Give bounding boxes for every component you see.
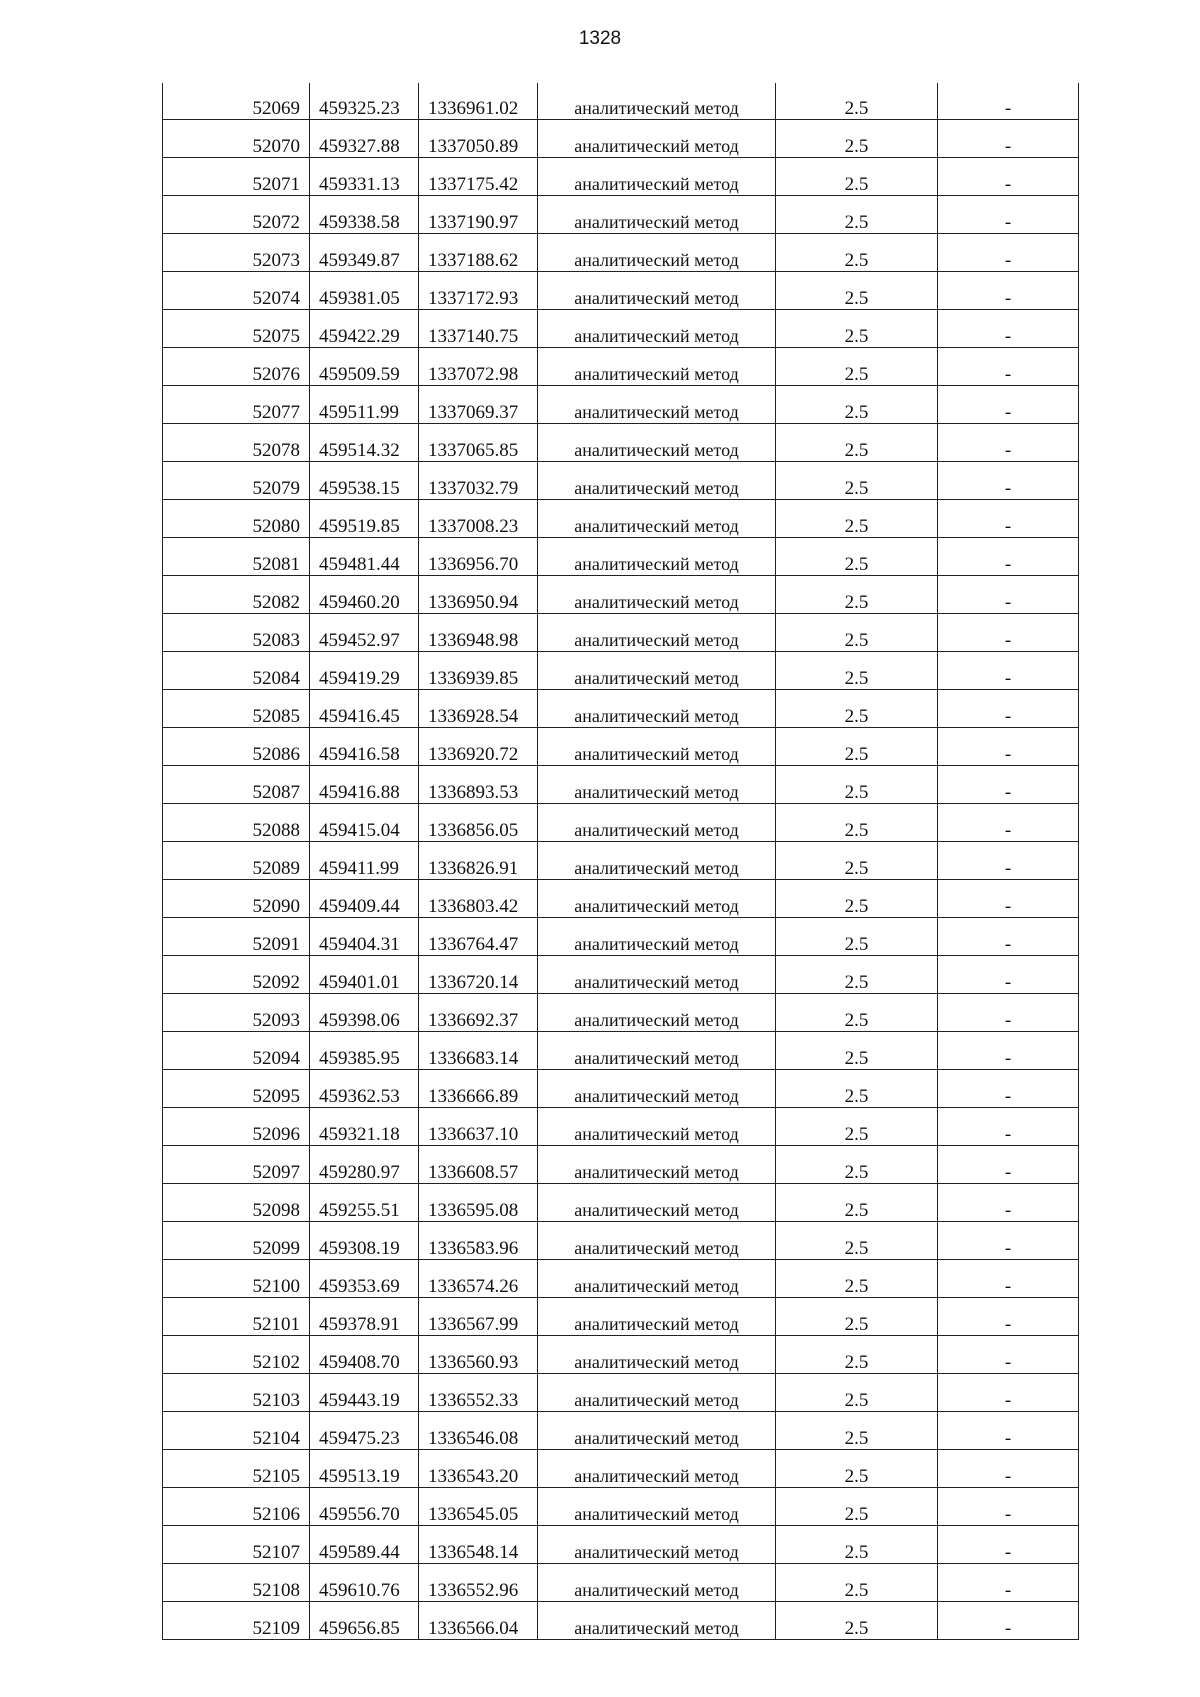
accuracy-cell: 2.5 (776, 1070, 938, 1108)
accuracy-cell: 2.5 (776, 880, 938, 918)
y-coordinate-cell: 1336666.89 (419, 1070, 538, 1108)
method-cell: аналитический метод (538, 842, 776, 880)
note-cell: - (938, 120, 1079, 158)
y-coordinate-cell: 1336856.05 (419, 804, 538, 842)
point-number-cell: 52079 (163, 462, 310, 500)
accuracy-cell: 2.5 (776, 1602, 938, 1640)
table-row (163, 880, 1079, 918)
note-cell: - (938, 538, 1079, 576)
x-coordinate-cell: 459419.29 (310, 652, 419, 690)
method-cell: аналитический метод (538, 652, 776, 690)
method-cell: аналитический метод (538, 1374, 776, 1412)
accuracy-cell: 2.5 (776, 1032, 938, 1070)
y-coordinate-cell: 1336692.37 (419, 994, 538, 1032)
y-coordinate-cell: 1336543.20 (419, 1450, 538, 1488)
accuracy-cell: 2.5 (776, 83, 938, 120)
accuracy-cell: 2.5 (776, 1374, 938, 1412)
method-cell: аналитический метод (538, 462, 776, 500)
accuracy-cell: 2.5 (776, 1336, 938, 1374)
x-coordinate-cell: 459538.15 (310, 462, 419, 500)
x-coordinate-cell: 459519.85 (310, 500, 419, 538)
accuracy-cell: 2.5 (776, 1488, 938, 1526)
note-cell: - (938, 1222, 1079, 1260)
table-row (163, 1298, 1079, 1336)
note-cell: - (938, 842, 1079, 880)
note-cell: - (938, 386, 1079, 424)
x-coordinate-cell: 459327.88 (310, 120, 419, 158)
accuracy-cell: 2.5 (776, 1412, 938, 1450)
point-number-cell: 52071 (163, 158, 310, 196)
accuracy-cell: 2.5 (776, 462, 938, 500)
y-coordinate-cell: 1337050.89 (419, 120, 538, 158)
method-cell: аналитический метод (538, 804, 776, 842)
x-coordinate-cell: 459381.05 (310, 272, 419, 310)
method-cell: аналитический метод (538, 1488, 776, 1526)
x-coordinate-cell: 459338.58 (310, 196, 419, 234)
accuracy-cell: 2.5 (776, 1564, 938, 1602)
note-cell: - (938, 1184, 1079, 1222)
x-coordinate-cell: 459411.99 (310, 842, 419, 880)
y-coordinate-cell: 1336637.10 (419, 1108, 538, 1146)
note-cell: - (938, 348, 1079, 386)
note-cell: - (938, 1146, 1079, 1184)
method-cell: аналитический метод (538, 1336, 776, 1374)
x-coordinate-cell: 459513.19 (310, 1450, 419, 1488)
point-number-cell: 52082 (163, 576, 310, 614)
method-cell: аналитический метод (538, 1450, 776, 1488)
note-cell: - (938, 1450, 1079, 1488)
y-coordinate-cell: 1337140.75 (419, 310, 538, 348)
point-number-cell: 52093 (163, 994, 310, 1032)
y-coordinate-cell: 1336567.99 (419, 1298, 538, 1336)
y-coordinate-cell: 1336574.26 (419, 1260, 538, 1298)
table-row (163, 386, 1079, 424)
point-number-cell: 52072 (163, 196, 310, 234)
point-number-cell: 52108 (163, 1564, 310, 1602)
x-coordinate-cell: 459460.20 (310, 576, 419, 614)
table-row (163, 424, 1079, 462)
y-coordinate-cell: 1336560.93 (419, 1336, 538, 1374)
point-number-cell: 52097 (163, 1146, 310, 1184)
table-row (163, 1222, 1079, 1260)
point-number-cell: 52098 (163, 1184, 310, 1222)
y-coordinate-cell: 1336583.96 (419, 1222, 538, 1260)
accuracy-cell: 2.5 (776, 956, 938, 994)
method-cell: аналитический метод (538, 1260, 776, 1298)
y-coordinate-cell: 1336893.53 (419, 766, 538, 804)
accuracy-cell: 2.5 (776, 614, 938, 652)
table-row (163, 310, 1079, 348)
note-cell: - (938, 310, 1079, 348)
table-row (163, 272, 1079, 310)
accuracy-cell: 2.5 (776, 766, 938, 804)
x-coordinate-cell: 459409.44 (310, 880, 419, 918)
table-row (163, 804, 1079, 842)
x-coordinate-cell: 459416.45 (310, 690, 419, 728)
method-cell: аналитический метод (538, 348, 776, 386)
table-row (163, 1450, 1079, 1488)
accuracy-cell: 2.5 (776, 234, 938, 272)
point-number-cell: 52105 (163, 1450, 310, 1488)
accuracy-cell: 2.5 (776, 310, 938, 348)
table-row (163, 956, 1079, 994)
y-coordinate-cell: 1336595.08 (419, 1184, 538, 1222)
point-number-cell: 52081 (163, 538, 310, 576)
point-number-cell: 52091 (163, 918, 310, 956)
accuracy-cell: 2.5 (776, 994, 938, 1032)
y-coordinate-cell: 1336948.98 (419, 614, 538, 652)
y-coordinate-cell: 1336548.14 (419, 1526, 538, 1564)
accuracy-cell: 2.5 (776, 1526, 938, 1564)
accuracy-cell: 2.5 (776, 690, 938, 728)
note-cell: - (938, 462, 1079, 500)
table-row (163, 1108, 1079, 1146)
accuracy-cell: 2.5 (776, 576, 938, 614)
method-cell: аналитический метод (538, 956, 776, 994)
note-cell: - (938, 652, 1079, 690)
table-row (163, 538, 1079, 576)
y-coordinate-cell: 1337175.42 (419, 158, 538, 196)
table-row (163, 994, 1079, 1032)
method-cell: аналитический метод (538, 614, 776, 652)
accuracy-cell: 2.5 (776, 500, 938, 538)
x-coordinate-cell: 459511.99 (310, 386, 419, 424)
x-coordinate-cell: 459416.88 (310, 766, 419, 804)
method-cell: аналитический метод (538, 766, 776, 804)
y-coordinate-cell: 1336961.02 (419, 83, 538, 120)
x-coordinate-cell: 459385.95 (310, 1032, 419, 1070)
y-coordinate-cell: 1336764.47 (419, 918, 538, 956)
x-coordinate-cell: 459398.06 (310, 994, 419, 1032)
x-coordinate-cell: 459362.53 (310, 1070, 419, 1108)
point-number-cell: 52088 (163, 804, 310, 842)
coordinates-table (162, 83, 1079, 1640)
point-number-cell: 52084 (163, 652, 310, 690)
note-cell: - (938, 1564, 1079, 1602)
y-coordinate-cell: 1337072.98 (419, 348, 538, 386)
table-row (163, 1374, 1079, 1412)
table-row (163, 1412, 1079, 1450)
page-number: 1328 (578, 28, 622, 49)
point-number-cell: 52087 (163, 766, 310, 804)
method-cell: аналитический метод (538, 1184, 776, 1222)
note-cell: - (938, 424, 1079, 462)
table-row (163, 196, 1079, 234)
point-number-cell: 52106 (163, 1488, 310, 1526)
note-cell: - (938, 272, 1079, 310)
method-cell: аналитический метод (538, 918, 776, 956)
table-row (163, 842, 1079, 880)
y-coordinate-cell: 1336928.54 (419, 690, 538, 728)
table-row (163, 462, 1079, 500)
y-coordinate-cell: 1336545.05 (419, 1488, 538, 1526)
table-row (163, 918, 1079, 956)
accuracy-cell: 2.5 (776, 120, 938, 158)
y-coordinate-cell: 1337008.23 (419, 500, 538, 538)
accuracy-cell: 2.5 (776, 1260, 938, 1298)
table-row (163, 728, 1079, 766)
x-coordinate-cell: 459353.69 (310, 1260, 419, 1298)
method-cell: аналитический метод (538, 1222, 776, 1260)
method-cell: аналитический метод (538, 1526, 776, 1564)
accuracy-cell: 2.5 (776, 158, 938, 196)
point-number-cell: 52092 (163, 956, 310, 994)
table-row (163, 1260, 1079, 1298)
method-cell: аналитический метод (538, 1070, 776, 1108)
accuracy-cell: 2.5 (776, 1184, 938, 1222)
point-number-cell: 52103 (163, 1374, 310, 1412)
x-coordinate-cell: 459331.13 (310, 158, 419, 196)
table-row (163, 1526, 1079, 1564)
x-coordinate-cell: 459610.76 (310, 1564, 419, 1602)
point-number-cell: 52069 (163, 83, 310, 120)
point-number-cell: 52089 (163, 842, 310, 880)
table-row (163, 1488, 1079, 1526)
note-cell: - (938, 1526, 1079, 1564)
note-cell: - (938, 234, 1079, 272)
x-coordinate-cell: 459556.70 (310, 1488, 419, 1526)
point-number-cell: 52100 (163, 1260, 310, 1298)
point-number-cell: 52109 (163, 1602, 310, 1640)
x-coordinate-cell: 459349.87 (310, 234, 419, 272)
point-number-cell: 52102 (163, 1336, 310, 1374)
y-coordinate-cell: 1337188.62 (419, 234, 538, 272)
method-cell: аналитический метод (538, 1412, 776, 1450)
note-cell: - (938, 1336, 1079, 1374)
accuracy-cell: 2.5 (776, 196, 938, 234)
point-number-cell: 52073 (163, 234, 310, 272)
point-number-cell: 52074 (163, 272, 310, 310)
table-row (163, 120, 1079, 158)
method-cell: аналитический метод (538, 1298, 776, 1336)
method-cell: аналитический метод (538, 1108, 776, 1146)
point-number-cell: 52086 (163, 728, 310, 766)
method-cell: аналитический метод (538, 690, 776, 728)
note-cell: - (938, 576, 1079, 614)
y-coordinate-cell: 1336566.04 (419, 1602, 538, 1640)
accuracy-cell: 2.5 (776, 272, 938, 310)
y-coordinate-cell: 1336552.96 (419, 1564, 538, 1602)
accuracy-cell: 2.5 (776, 1450, 938, 1488)
x-coordinate-cell: 459325.23 (310, 83, 419, 120)
table-row (163, 766, 1079, 804)
point-number-cell: 52080 (163, 500, 310, 538)
x-coordinate-cell: 459589.44 (310, 1526, 419, 1564)
note-cell: - (938, 614, 1079, 652)
y-coordinate-cell: 1336683.14 (419, 1032, 538, 1070)
y-coordinate-cell: 1336950.94 (419, 576, 538, 614)
x-coordinate-cell: 459509.59 (310, 348, 419, 386)
y-coordinate-cell: 1336552.33 (419, 1374, 538, 1412)
method-cell: аналитический метод (538, 880, 776, 918)
point-number-cell: 52099 (163, 1222, 310, 1260)
table-row (163, 1336, 1079, 1374)
x-coordinate-cell: 459475.23 (310, 1412, 419, 1450)
accuracy-cell: 2.5 (776, 1146, 938, 1184)
accuracy-cell: 2.5 (776, 804, 938, 842)
method-cell: аналитический метод (538, 196, 776, 234)
table-row (163, 614, 1079, 652)
point-number-cell: 52101 (163, 1298, 310, 1336)
table-row (163, 1602, 1079, 1640)
note-cell: - (938, 804, 1079, 842)
note-cell: - (938, 1412, 1079, 1450)
table-row (163, 690, 1079, 728)
method-cell: аналитический метод (538, 310, 776, 348)
method-cell: аналитический метод (538, 538, 776, 576)
x-coordinate-cell: 459404.31 (310, 918, 419, 956)
note-cell: - (938, 1298, 1079, 1336)
point-number-cell: 52104 (163, 1412, 310, 1450)
note-cell: - (938, 1488, 1079, 1526)
note-cell: - (938, 196, 1079, 234)
y-coordinate-cell: 1336720.14 (419, 956, 538, 994)
table-row (163, 1184, 1079, 1222)
note-cell: - (938, 880, 1079, 918)
x-coordinate-cell: 459308.19 (310, 1222, 419, 1260)
method-cell: аналитический метод (538, 994, 776, 1032)
table-row (163, 1146, 1079, 1184)
note-cell: - (938, 1070, 1079, 1108)
x-coordinate-cell: 459416.58 (310, 728, 419, 766)
point-number-cell: 52095 (163, 1070, 310, 1108)
x-coordinate-cell: 459514.32 (310, 424, 419, 462)
table-row (163, 576, 1079, 614)
y-coordinate-cell: 1337172.93 (419, 272, 538, 310)
method-cell: аналитический метод (538, 576, 776, 614)
method-cell: аналитический метод (538, 728, 776, 766)
method-cell: аналитический метод (538, 1146, 776, 1184)
method-cell: аналитический метод (538, 120, 776, 158)
x-coordinate-cell: 459481.44 (310, 538, 419, 576)
point-number-cell: 52096 (163, 1108, 310, 1146)
y-coordinate-cell: 1337190.97 (419, 196, 538, 234)
method-cell: аналитический метод (538, 83, 776, 120)
method-cell: аналитический метод (538, 1032, 776, 1070)
x-coordinate-cell: 459443.19 (310, 1374, 419, 1412)
x-coordinate-cell: 459452.97 (310, 614, 419, 652)
accuracy-cell: 2.5 (776, 918, 938, 956)
x-coordinate-cell: 459280.97 (310, 1146, 419, 1184)
y-coordinate-cell: 1336826.91 (419, 842, 538, 880)
coordinates-table-body (163, 83, 1079, 1640)
table-row (163, 1070, 1079, 1108)
method-cell: аналитический метод (538, 386, 776, 424)
x-coordinate-cell: 459321.18 (310, 1108, 419, 1146)
point-number-cell: 52078 (163, 424, 310, 462)
accuracy-cell: 2.5 (776, 1222, 938, 1260)
point-number-cell: 52070 (163, 120, 310, 158)
point-number-cell: 52090 (163, 880, 310, 918)
point-number-cell: 52085 (163, 690, 310, 728)
y-coordinate-cell: 1336803.42 (419, 880, 538, 918)
x-coordinate-cell: 459415.04 (310, 804, 419, 842)
y-coordinate-cell: 1336956.70 (419, 538, 538, 576)
note-cell: - (938, 690, 1079, 728)
y-coordinate-cell: 1336546.08 (419, 1412, 538, 1450)
point-number-cell: 52094 (163, 1032, 310, 1070)
y-coordinate-cell: 1336920.72 (419, 728, 538, 766)
note-cell: - (938, 918, 1079, 956)
note-cell: - (938, 500, 1079, 538)
note-cell: - (938, 728, 1079, 766)
note-cell: - (938, 1108, 1079, 1146)
table-row (163, 83, 1079, 120)
method-cell: аналитический метод (538, 1602, 776, 1640)
x-coordinate-cell: 459378.91 (310, 1298, 419, 1336)
y-coordinate-cell: 1337032.79 (419, 462, 538, 500)
table-row (163, 1032, 1079, 1070)
y-coordinate-cell: 1336608.57 (419, 1146, 538, 1184)
table-row (163, 348, 1079, 386)
point-number-cell: 52075 (163, 310, 310, 348)
y-coordinate-cell: 1337069.37 (419, 386, 538, 424)
method-cell: аналитический метод (538, 424, 776, 462)
note-cell: - (938, 1374, 1079, 1412)
table-row (163, 1564, 1079, 1602)
point-number-cell: 52077 (163, 386, 310, 424)
accuracy-cell: 2.5 (776, 652, 938, 690)
note-cell: - (938, 83, 1079, 120)
note-cell: - (938, 1032, 1079, 1070)
point-number-cell: 52107 (163, 1526, 310, 1564)
note-cell: - (938, 1602, 1079, 1640)
point-number-cell: 52083 (163, 614, 310, 652)
point-number-cell: 52076 (163, 348, 310, 386)
accuracy-cell: 2.5 (776, 538, 938, 576)
accuracy-cell: 2.5 (776, 348, 938, 386)
y-coordinate-cell: 1337065.85 (419, 424, 538, 462)
x-coordinate-cell: 459656.85 (310, 1602, 419, 1640)
note-cell: - (938, 994, 1079, 1032)
table-row (163, 234, 1079, 272)
table-row (163, 500, 1079, 538)
note-cell: - (938, 956, 1079, 994)
accuracy-cell: 2.5 (776, 1298, 938, 1336)
method-cell: аналитический метод (538, 272, 776, 310)
x-coordinate-cell: 459255.51 (310, 1184, 419, 1222)
method-cell: аналитический метод (538, 500, 776, 538)
y-coordinate-cell: 1336939.85 (419, 652, 538, 690)
note-cell: - (938, 1260, 1079, 1298)
note-cell: - (938, 158, 1079, 196)
accuracy-cell: 2.5 (776, 728, 938, 766)
accuracy-cell: 2.5 (776, 424, 938, 462)
method-cell: аналитический метод (538, 1564, 776, 1602)
x-coordinate-cell: 459408.70 (310, 1336, 419, 1374)
accuracy-cell: 2.5 (776, 1108, 938, 1146)
x-coordinate-cell: 459401.01 (310, 956, 419, 994)
table-row (163, 158, 1079, 196)
note-cell: - (938, 766, 1079, 804)
accuracy-cell: 2.5 (776, 842, 938, 880)
method-cell: аналитический метод (538, 234, 776, 272)
accuracy-cell: 2.5 (776, 386, 938, 424)
method-cell: аналитический метод (538, 158, 776, 196)
table-row (163, 652, 1079, 690)
x-coordinate-cell: 459422.29 (310, 310, 419, 348)
